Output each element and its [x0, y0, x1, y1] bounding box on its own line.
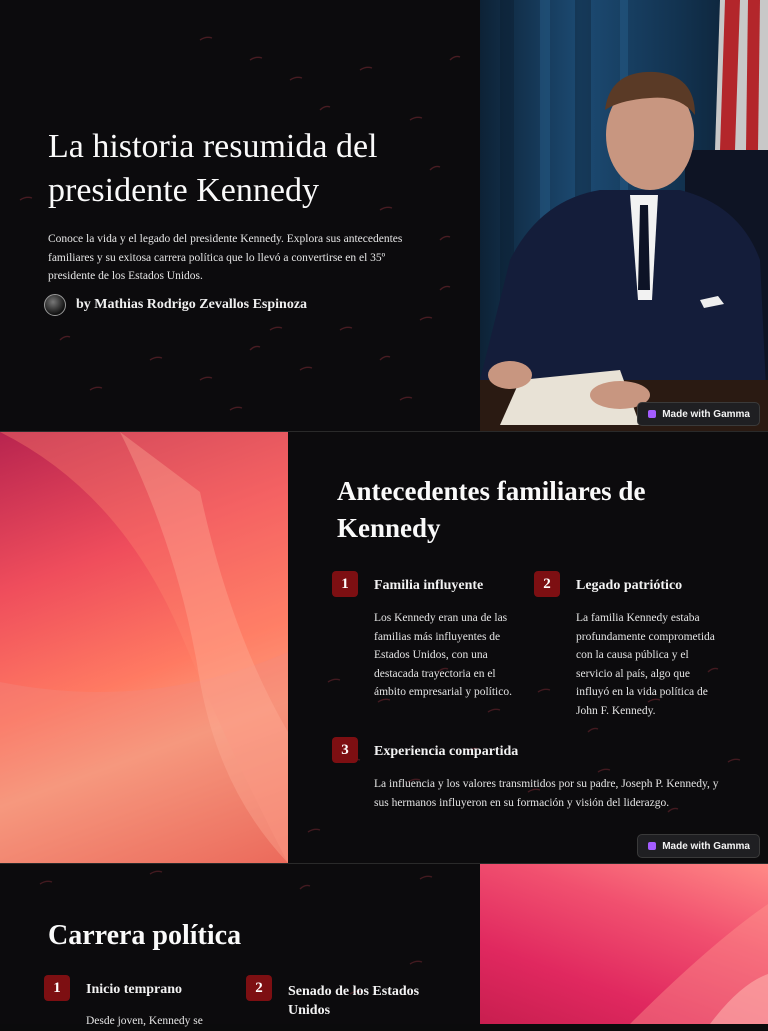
item-body-1: Desde joven, Kennedy se [86, 1015, 203, 1027]
gamma-logo-icon [647, 841, 657, 851]
portrait-illustration [480, 0, 768, 431]
item-body-2: La familia Kennedy estaba profundamente comprometida con la causa pública y el servicio al país, algo que influyó en la vida política de John F. Kennedy. [576, 612, 715, 717]
decorative-pattern [0, 0, 480, 431]
slide-title [0, 0, 768, 431]
badge-label: Made with Gamma [662, 408, 750, 420]
portrait-image [480, 0, 768, 431]
author-name: by Mathias Rodrigo Zevallos Espinoza [76, 297, 308, 312]
made-with-gamma-badge[interactable] [637, 402, 760, 426]
made-with-gamma-badge[interactable] [637, 834, 760, 858]
item-title-1: Familia influyente [374, 578, 484, 593]
slide-description: Conoce la vida y el legado del presidente Kennedy. Explora sus antecedentes familiares y su exitosa carrera política que lo llevó a convertirse en el 35º presidente de los Estados Unidos. [48, 233, 403, 282]
number-badge-2: 2 [534, 571, 560, 597]
item-body-1: Los Kennedy eran una de las familias más influyentes de Estados Unidos, con una destacada trayectoria en el ámbito empresarial y político. [374, 612, 512, 699]
gamma-logo-icon [647, 409, 657, 419]
item-title-2: Legado patriótico [576, 578, 683, 593]
item-title-2: Senado de los Estados Unidos [288, 984, 420, 1018]
item-title-1: Inicio temprano [86, 982, 183, 997]
item-body-3: La influencia y los valores transmitidos por su padre, Joseph P. Kennedy, y sus hermanos influyeron en su formación y visión del liderazgo. [374, 778, 719, 809]
badge-label: Made with Gamma [662, 840, 750, 852]
section-title-career: Carrera política [48, 920, 242, 951]
author-avatar[interactable] [44, 294, 66, 316]
gradient-waves [0, 432, 288, 863]
gradient-waves [480, 864, 768, 1024]
item-title-3: Experiencia compartida [374, 744, 519, 759]
number-badge-1: 1 [332, 571, 358, 597]
number-badge-3: 3 [332, 737, 358, 763]
number-badge-2: 2 [246, 975, 272, 1001]
author-line [44, 294, 307, 316]
page-title: La historia resumida del presidente Kennedy [48, 128, 378, 209]
gradient-image [0, 432, 288, 863]
gradient-image [480, 864, 768, 1024]
section-title-family: Antecedentes familiares de Kennedy [337, 476, 646, 543]
number-badge-1: 1 [44, 975, 70, 1001]
